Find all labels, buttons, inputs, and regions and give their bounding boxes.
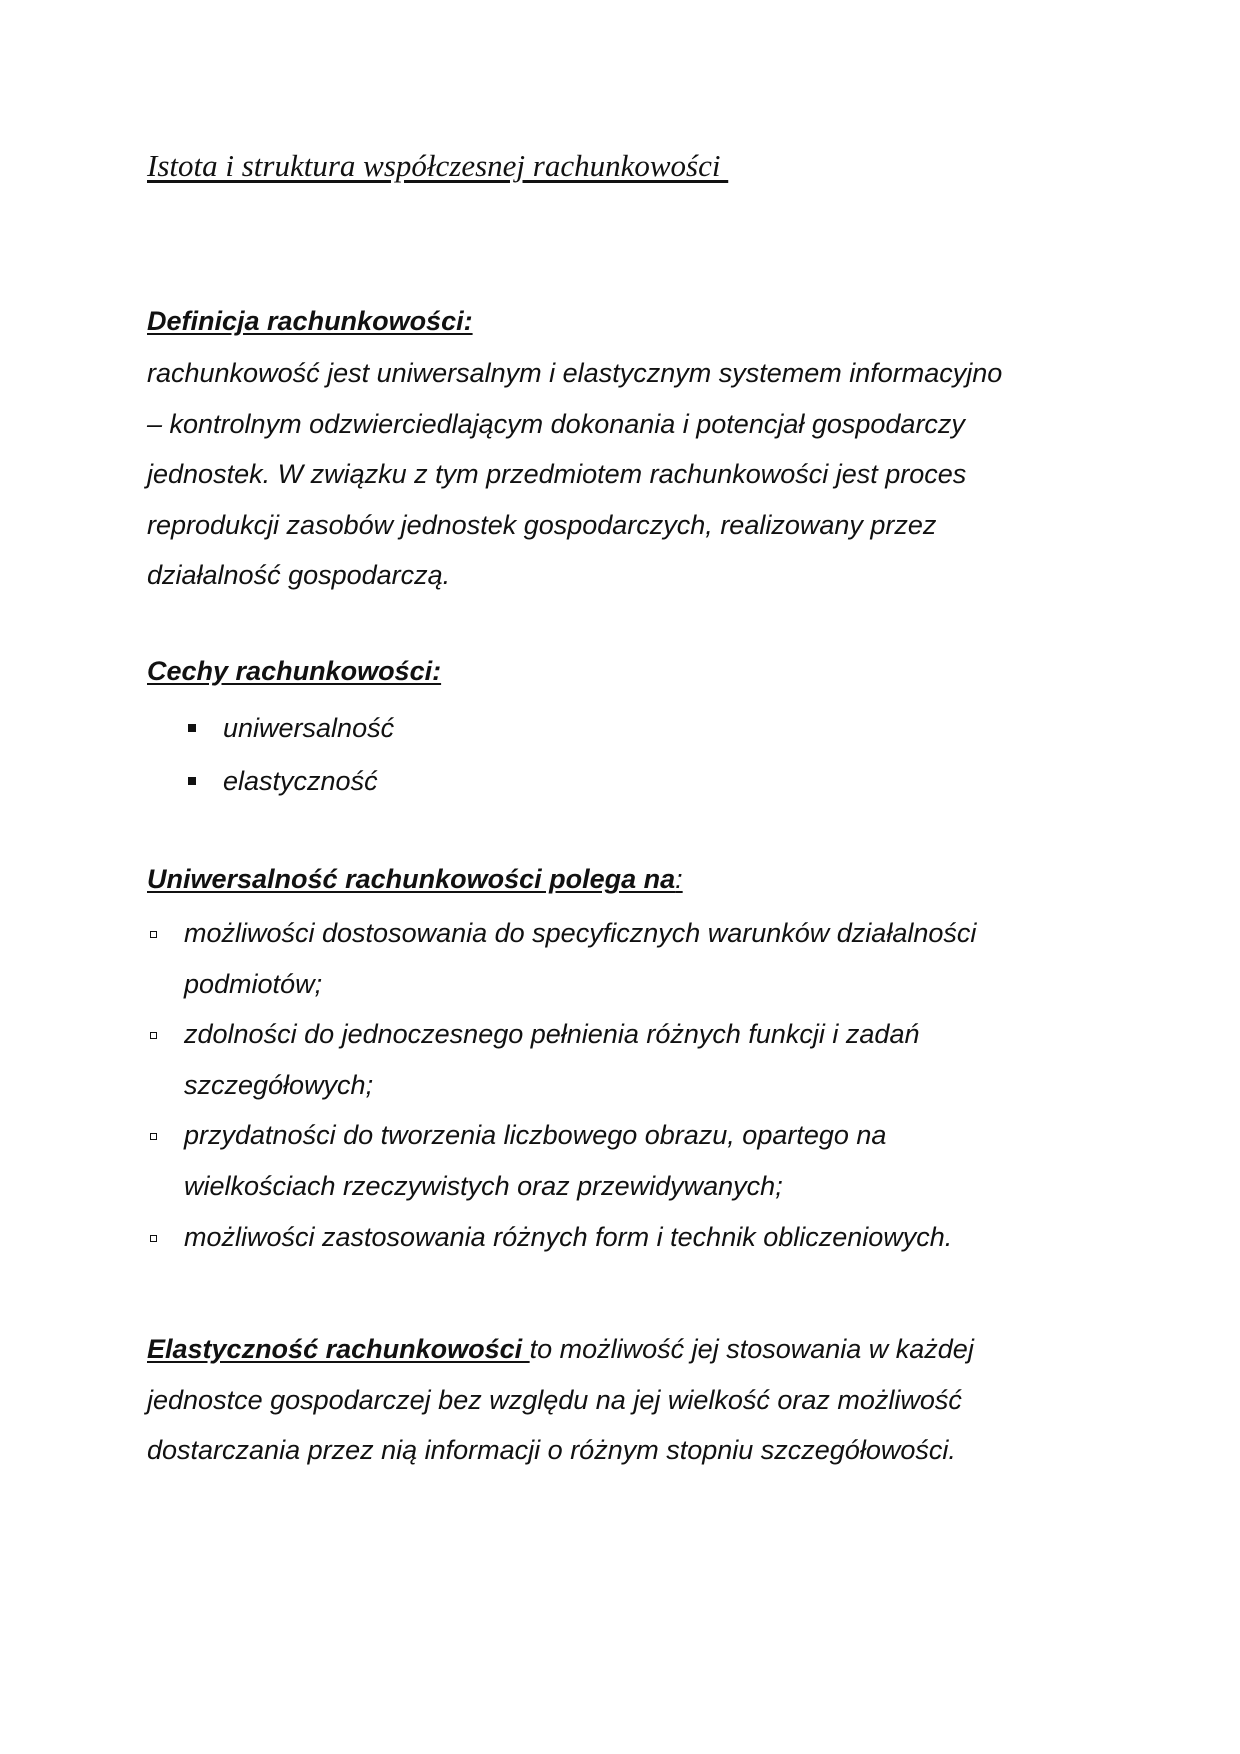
features-heading: Cechy rachunkowości: (147, 656, 442, 686)
list-item (147, 908, 976, 1009)
list-item-line: możliwości zastosowania różnych form i technik obliczeniowych. (184, 1221, 953, 1252)
definition-line: działalność gospodarczą. (147, 560, 451, 591)
flexibility-line: dostarczania przez nią informacji o różnym stopniu szczegółowości. (147, 1435, 956, 1466)
list-item-line: możliwości dostosowania do specyficznych warunków działalności (184, 918, 977, 948)
list-item (185, 755, 394, 808)
filled-square-bullet-icon (188, 777, 196, 785)
definition-heading: Definicja rachunkowości: (147, 306, 473, 336)
flexibility-paragraph (147, 1324, 974, 1476)
filled-square-bullet-icon (188, 724, 196, 732)
document-title: Istota i struktura współczesnej rachunkowości (147, 148, 729, 183)
list-item-line: podmiotów; (184, 968, 323, 999)
universality-heading (147, 864, 683, 895)
list-item (147, 1009, 976, 1110)
flexibility-first-line (147, 1324, 974, 1375)
definition-line: – kontrolnym odzwierciedlającym dokonania i potencjał gospodarczy (147, 408, 965, 439)
flexibility-line-rest: to możliwość jej stosowania w każdej (529, 1334, 974, 1364)
list-item (147, 1110, 976, 1211)
feature-label: elastyczność (223, 766, 378, 796)
hollow-square-bullet-icon (150, 1133, 157, 1140)
definition-line: reprodukcji zasobów jednostek gospodarczych, realizowany przez (147, 509, 937, 540)
features-list (185, 702, 394, 808)
flexibility-line: jednostce gospodarczej bez względu na jej wielkość oraz możliwość (147, 1384, 962, 1415)
universality-list (147, 908, 976, 1262)
definition-line: rachunkowość jest uniwersalnym i elastycznym systemem informacyjno (147, 358, 1003, 388)
universality-heading-text: Uniwersalność rachunkowości polega na (147, 864, 676, 894)
hollow-square-bullet-icon (150, 1032, 157, 1039)
list-item-line: przydatności do tworzenia liczbowego obrazu, opartego na (184, 1120, 887, 1151)
list-item-line: szczegółowych; (184, 1069, 374, 1100)
hollow-square-bullet-icon (150, 931, 157, 938)
definition-line: jednostek. W związku z tym przedmiotem rachunkowości jest proces (147, 459, 967, 490)
list-item (185, 702, 394, 755)
feature-label: uniwersalność (223, 713, 395, 743)
hollow-square-bullet-icon (150, 1235, 157, 1242)
list-item-line: zdolności do jednoczesnego pełnienia różnych funkcji i zadań (184, 1019, 920, 1050)
universality-heading-suffix: : (675, 864, 683, 894)
definition-paragraph (147, 348, 1002, 601)
list-item (147, 1212, 976, 1263)
list-item-line: wielkościach rzeczywistych oraz przewidywanych; (184, 1170, 783, 1201)
flexibility-heading: Elastyczność rachunkowości (147, 1334, 530, 1364)
